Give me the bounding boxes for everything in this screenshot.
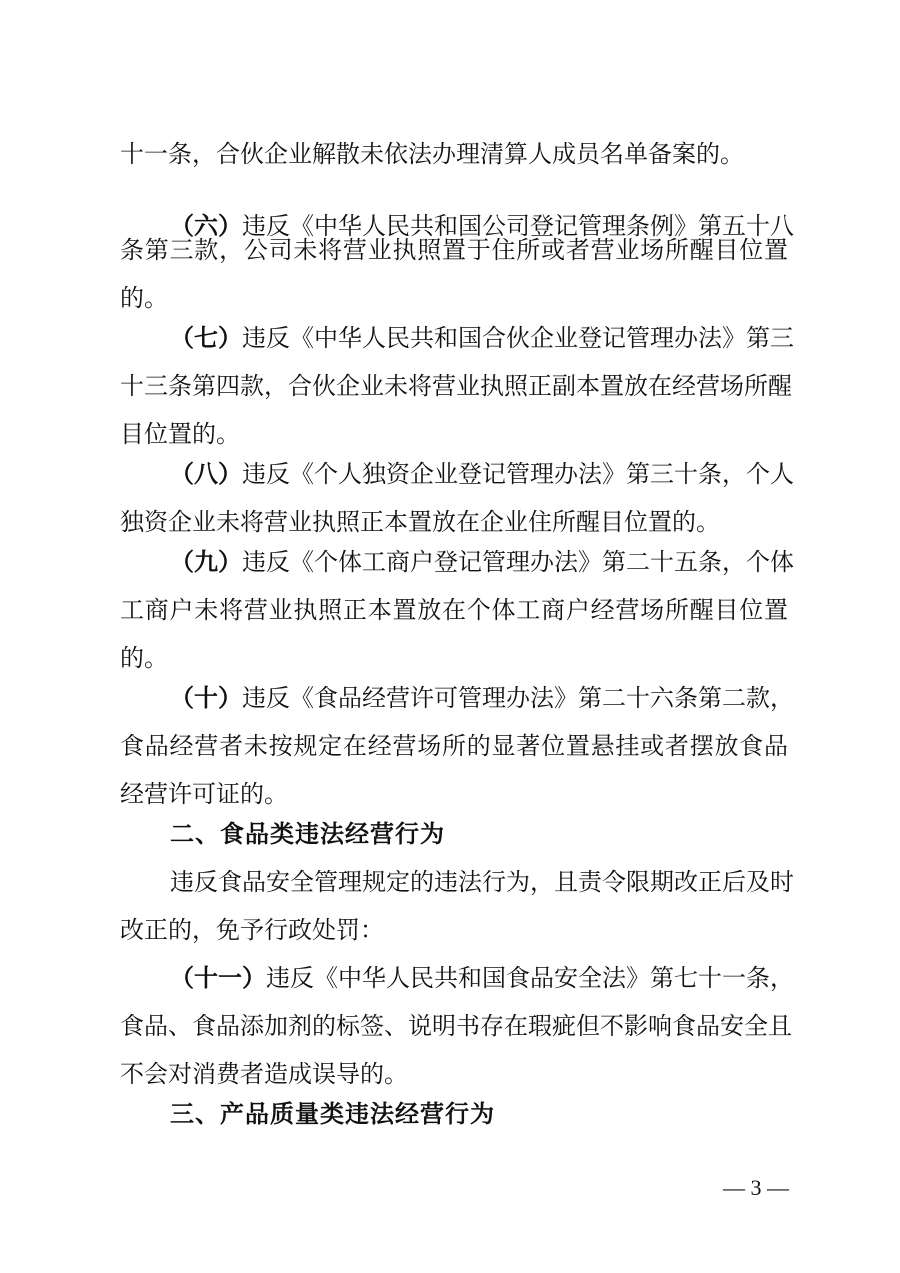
text-line: 十三条第四款，合伙企业未将营业执照正副本置放在经营场所醒	[120, 372, 792, 400]
clause-text: 违反《个体工商户登记管理办法》第二十五条，个体	[242, 548, 794, 576]
text-line: 不会对消费者造成误导的。	[120, 1060, 408, 1088]
page-number: — 3 —	[723, 1175, 789, 1200]
text-line: 违反食品安全管理规定的违法行为，且责令限期改正后及时	[170, 868, 794, 896]
clause-line	[170, 678, 794, 718]
clause-number: （七）	[170, 324, 242, 352]
clause-number: （十）	[170, 684, 242, 712]
text-line: 的。	[120, 284, 168, 312]
clause-line	[170, 318, 794, 358]
text-line: 食品经营者未按规定在经营场所的显著位置悬挂或者摆放食品	[120, 732, 788, 760]
text-line: 独资企业未将营业执照正本置放在企业住所醒目位置的。	[120, 508, 720, 536]
section-heading: 三、产品质量类违法经营行为	[170, 1100, 495, 1128]
text-line: 的。	[120, 644, 168, 672]
text-line: 十一条，合伙企业解散未依法办理清算人成员名单备案的。	[120, 140, 744, 168]
clause-number: （十一）	[170, 964, 266, 992]
text-line: 食品、食品添加剂的标签、说明书存在瑕疵但不影响食品安全且	[120, 1012, 792, 1040]
clause-text: 违反《个人独资企业登记管理办法》第三十条，个人	[242, 460, 794, 488]
clause-text: 违反《中华人民共和国合伙企业登记管理办法》第三	[242, 324, 794, 352]
clause-number: （八）	[170, 460, 242, 488]
clause-text: 违反《食品经营许可管理办法》第二十六条第二款，	[242, 684, 794, 712]
clause-number: （九）	[170, 548, 242, 576]
clause-line	[170, 958, 794, 998]
clause-text: 违反《中华人民共和国食品安全法》第七十一条，	[266, 964, 794, 992]
text-line: 条第三款，公司未将营业执照置于住所或者营业场所醒目位置	[120, 236, 788, 264]
text-line: 工商户未将营业执照正本置放在个体工商户经营场所醒目位置	[120, 596, 788, 624]
clause-line	[170, 454, 794, 494]
clause-number: （六）	[170, 212, 242, 240]
text-line: 经营许可证的。	[120, 780, 288, 808]
text-line: 目位置的。	[120, 420, 240, 448]
text-line: 改正的，免予行政处罚：	[120, 916, 384, 944]
clause-text: 违反《中华人民共和国公司登记管理条例》第五十八	[242, 212, 794, 240]
clause-line	[170, 542, 794, 582]
section-heading: 二、食品类违法经营行为	[170, 820, 445, 848]
